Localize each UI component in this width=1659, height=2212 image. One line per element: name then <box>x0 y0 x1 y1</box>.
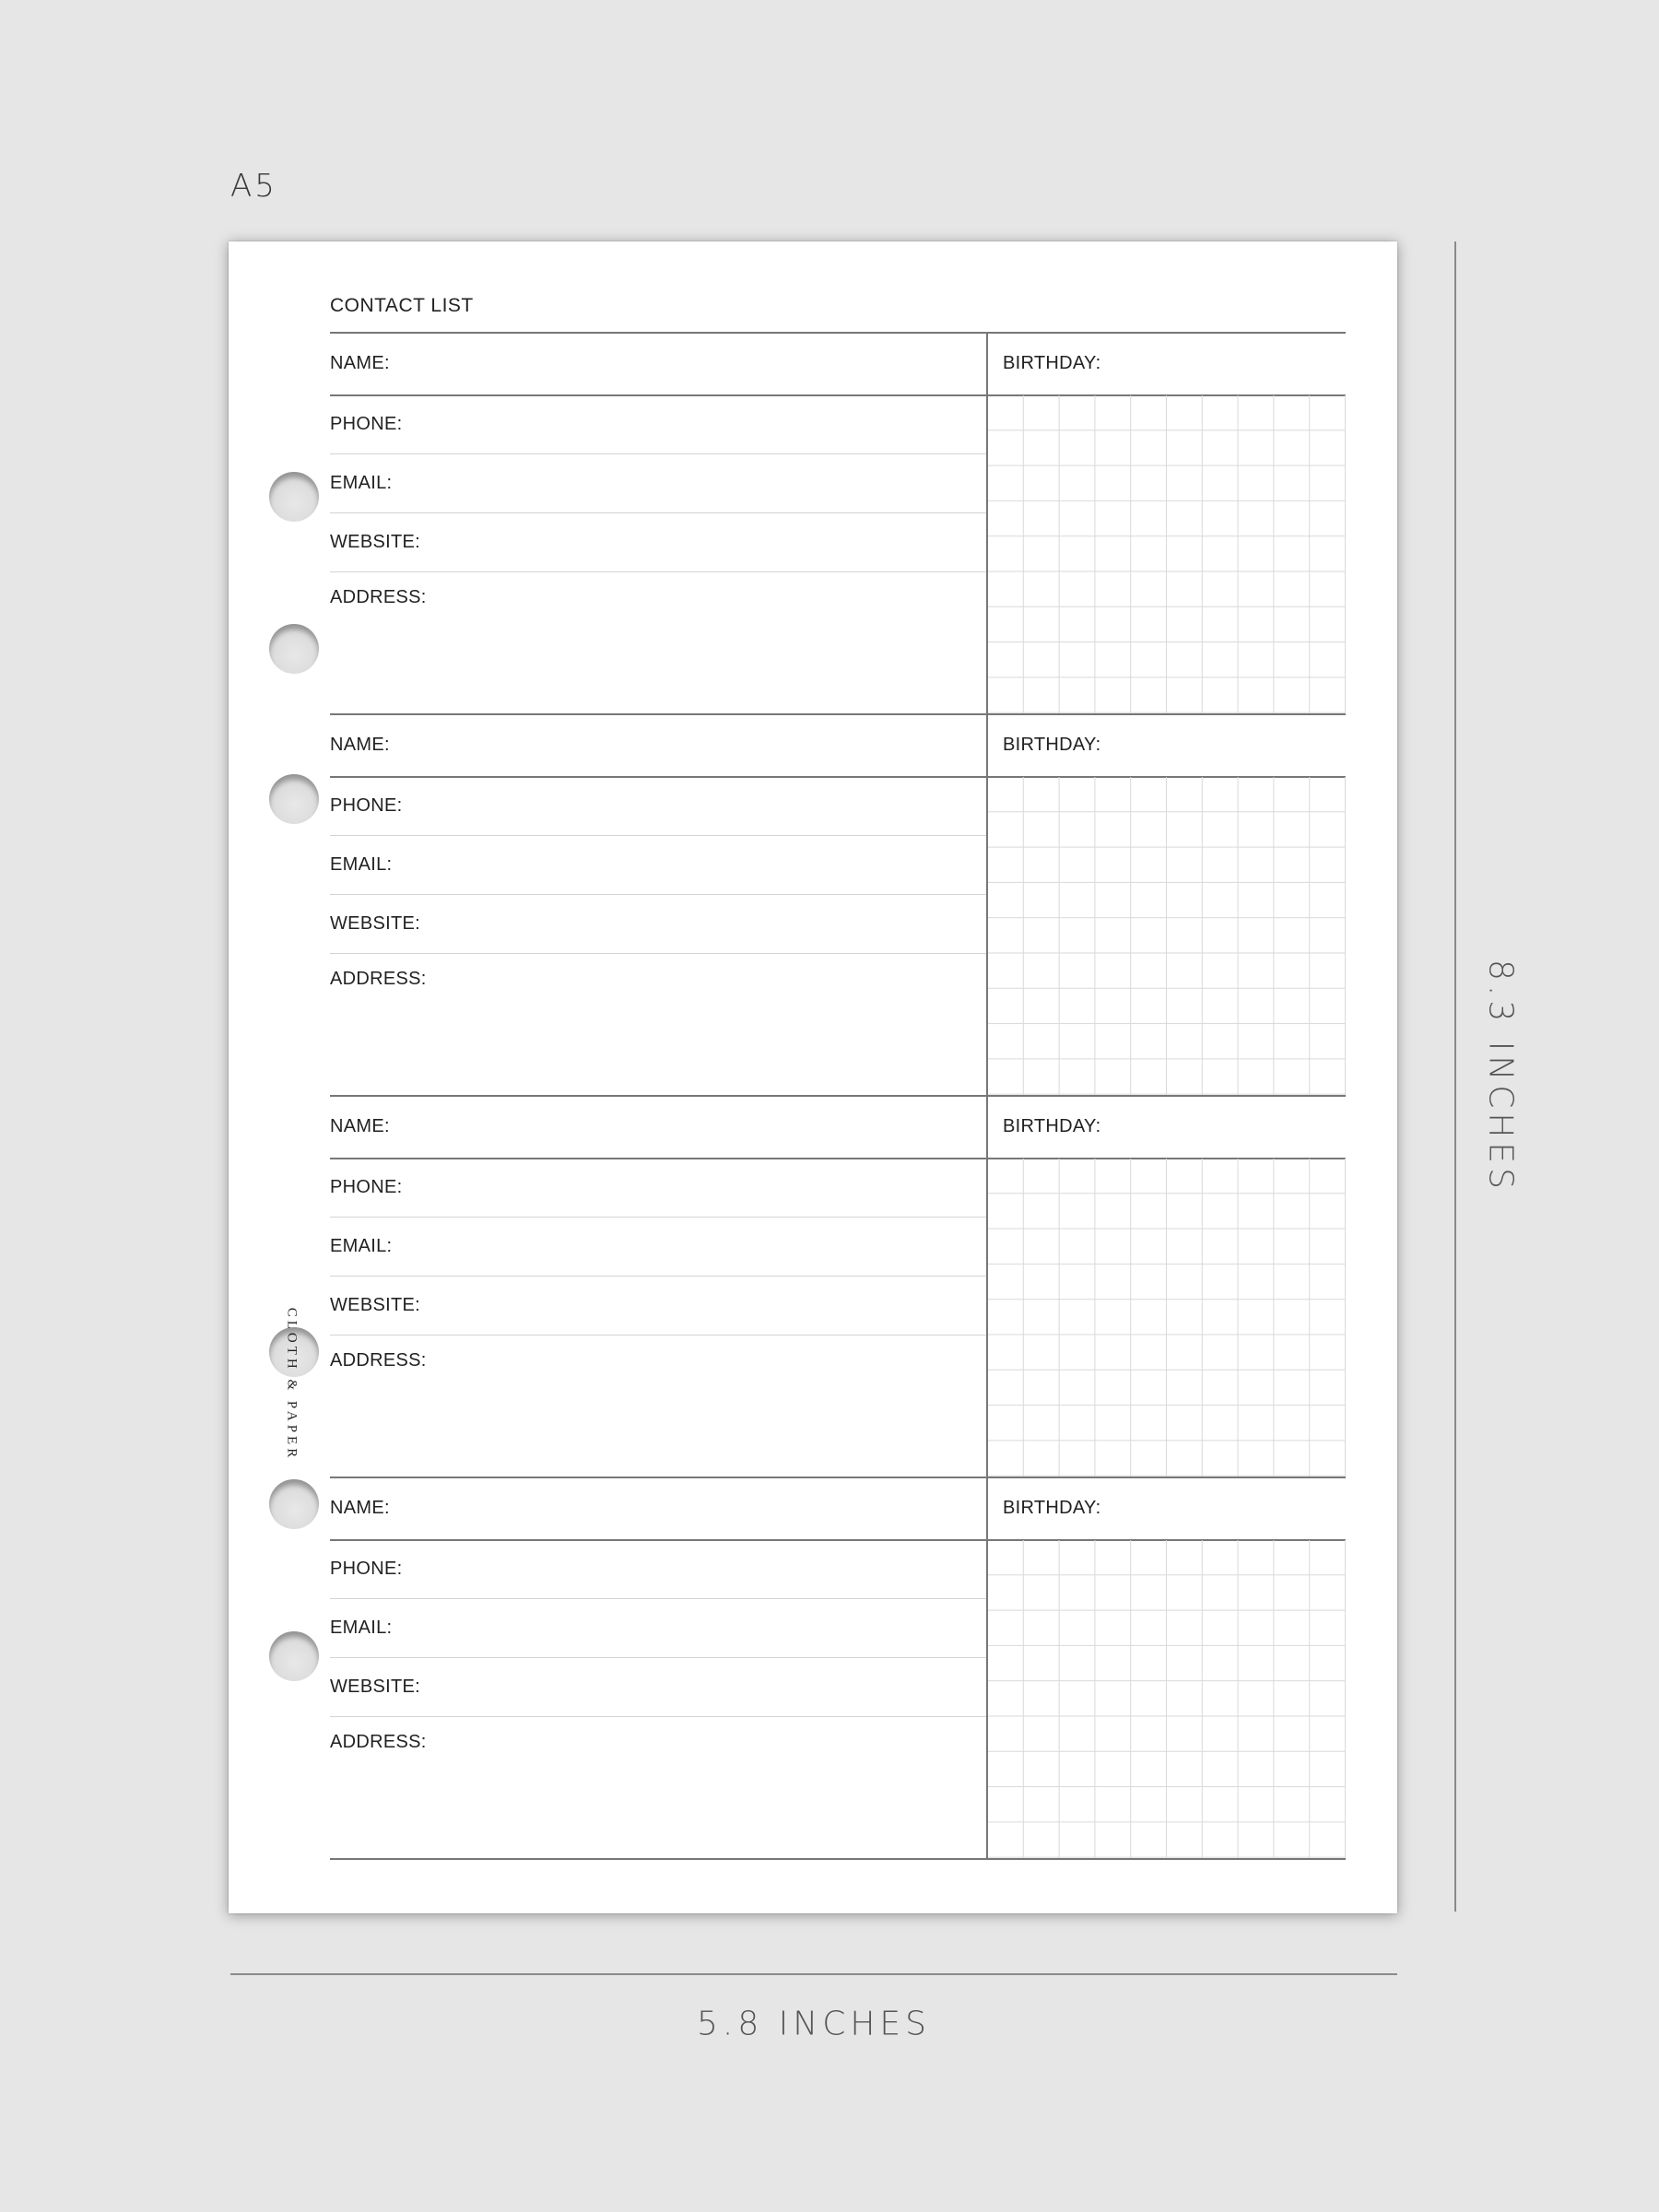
address-label: ADDRESS: <box>330 969 427 989</box>
website-line <box>330 1716 986 1717</box>
height-dimension-line <box>1454 241 1456 1912</box>
contact-block <box>330 1097 1346 1478</box>
phone-label: PHONE: <box>330 795 403 816</box>
name-label: NAME: <box>330 735 390 755</box>
website-line <box>330 953 986 954</box>
address-label: ADDRESS: <box>330 1350 427 1371</box>
notes-grid <box>988 1159 1346 1477</box>
phone-line <box>330 1217 986 1218</box>
address-label: ADDRESS: <box>330 587 427 607</box>
email-label: EMAIL: <box>330 1236 393 1256</box>
name-label: NAME: <box>330 1116 390 1136</box>
name-label: NAME: <box>330 1498 390 1518</box>
block-divider <box>330 1858 1346 1860</box>
phone-label: PHONE: <box>330 1559 403 1579</box>
email-label: EMAIL: <box>330 1618 393 1638</box>
name-row <box>330 1478 1346 1541</box>
phone-line <box>330 453 986 454</box>
punch-hole <box>269 774 319 824</box>
birthday-label: BIRTHDAY: <box>1003 1498 1101 1518</box>
punch-hole <box>269 1479 319 1529</box>
width-dimension-line <box>230 1973 1397 1975</box>
website-label: WEBSITE: <box>330 532 420 552</box>
width-dimension-label: 5.8 INCHES <box>696 2005 932 2043</box>
website-line <box>330 571 986 572</box>
planner-page <box>229 241 1397 1913</box>
website-label: WEBSITE: <box>330 913 420 934</box>
birthday-label: BIRTHDAY: <box>1003 735 1101 755</box>
contact-block <box>330 715 1346 1097</box>
birthday-label: BIRTHDAY: <box>1003 353 1101 373</box>
email-line <box>330 1657 986 1658</box>
website-label: WEBSITE: <box>330 1295 420 1315</box>
punch-hole <box>269 472 319 522</box>
name-row <box>330 1097 1346 1159</box>
notes-grid <box>988 1540 1346 1858</box>
height-dimension-label: 8.3 INCHES <box>1481 959 1520 1194</box>
page-title: CONTACT LIST <box>330 295 474 316</box>
contact-block <box>330 1478 1346 1860</box>
contact-block <box>330 334 1346 715</box>
email-label: EMAIL: <box>330 473 393 493</box>
name-label: NAME: <box>330 353 390 373</box>
phone-line <box>330 1598 986 1599</box>
email-label: EMAIL: <box>330 854 393 875</box>
size-label: A5 <box>230 168 277 205</box>
address-label: ADDRESS: <box>330 1732 427 1752</box>
name-row <box>330 334 1346 396</box>
phone-label: PHONE: <box>330 414 403 434</box>
notes-grid <box>988 777 1346 1095</box>
name-row <box>330 715 1346 778</box>
brand-text: CLOTH & PAPER <box>284 1307 300 1462</box>
punch-hole <box>269 1631 319 1681</box>
email-line <box>330 894 986 895</box>
punch-hole <box>269 624 319 674</box>
phone-line <box>330 835 986 836</box>
website-label: WEBSITE: <box>330 1677 420 1697</box>
notes-grid <box>988 395 1346 713</box>
birthday-label: BIRTHDAY: <box>1003 1116 1101 1136</box>
email-line <box>330 1276 986 1277</box>
phone-label: PHONE: <box>330 1177 403 1197</box>
email-line <box>330 512 986 513</box>
